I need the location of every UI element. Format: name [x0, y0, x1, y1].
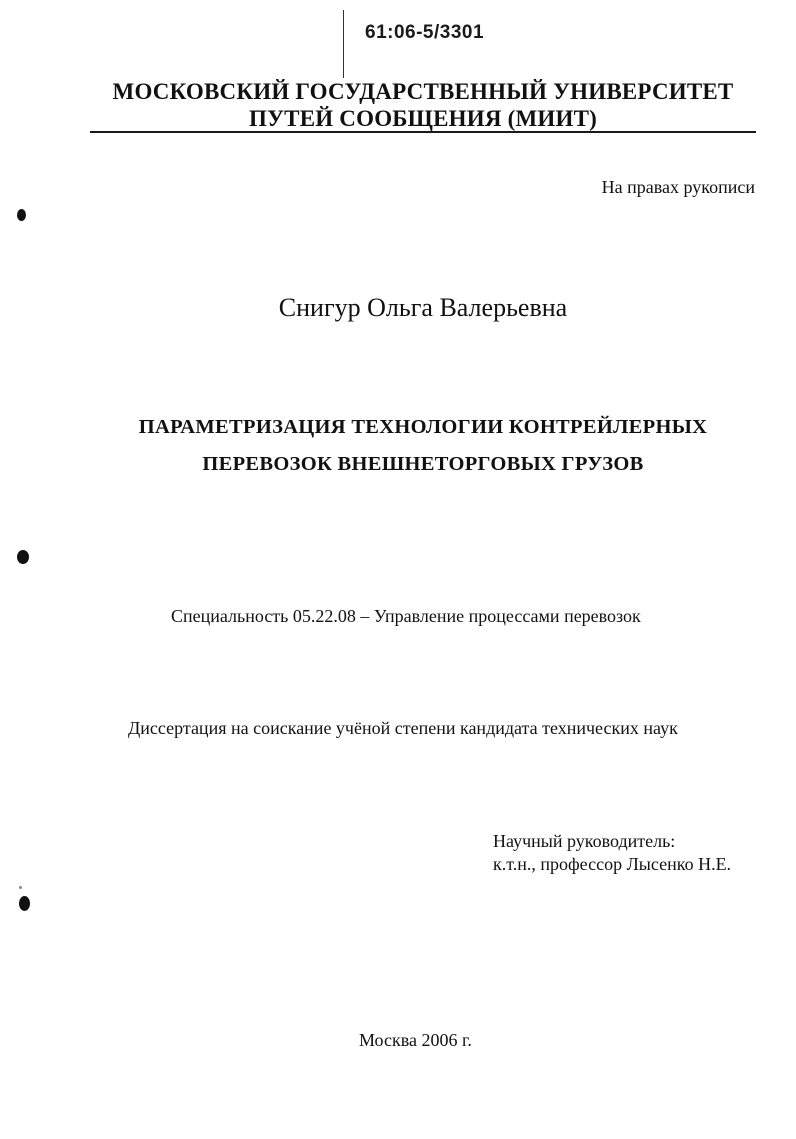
stamp-divider [343, 10, 344, 78]
title-line2: ПЕРЕВОЗОК ВНЕШНЕТОРГОВЫХ ГРУЗОВ [202, 453, 644, 475]
author-name: Снигур Ольга Валерьевна [278, 293, 568, 322]
supervisor-label: Научный руководитель: [493, 831, 676, 851]
university-name-line2: ПУТЕЙ СООБЩЕНИЯ (МИИТ) [249, 106, 597, 131]
supervisor-block [493, 830, 731, 876]
catalog-code: 61:06-5/3301 [365, 22, 485, 43]
binder-hole-mark-top [17, 209, 26, 221]
supervisor-name: к.т.н., профессор Лысенко Н.Е. [493, 854, 732, 874]
header-rule [90, 131, 756, 133]
scan-speck [19, 886, 22, 889]
dissertation-title [90, 409, 756, 483]
specialty: Специальность 05.22.08 – Управление процессами перевозок [171, 606, 641, 626]
university-name-line1: МОСКОВСКИЙ ГОСУДАРСТВЕННЫЙ УНИВЕРСИТЕТ [112, 79, 734, 104]
binder-hole-mark-middle [17, 550, 29, 564]
city-year: Москва 2006 г. [359, 1030, 472, 1050]
university-header [90, 78, 756, 132]
dissertation-degree: Диссертация на соискание учёной степени кандидата технических наук [128, 718, 678, 738]
title-line1: ПАРАМЕТРИЗАЦИЯ ТЕХНОЛОГИИ КОНТРЕЙЛЕРНЫХ [138, 416, 708, 438]
rights-note: На правах рукописи [601, 177, 755, 197]
binder-hole-mark-bottom [19, 896, 30, 911]
